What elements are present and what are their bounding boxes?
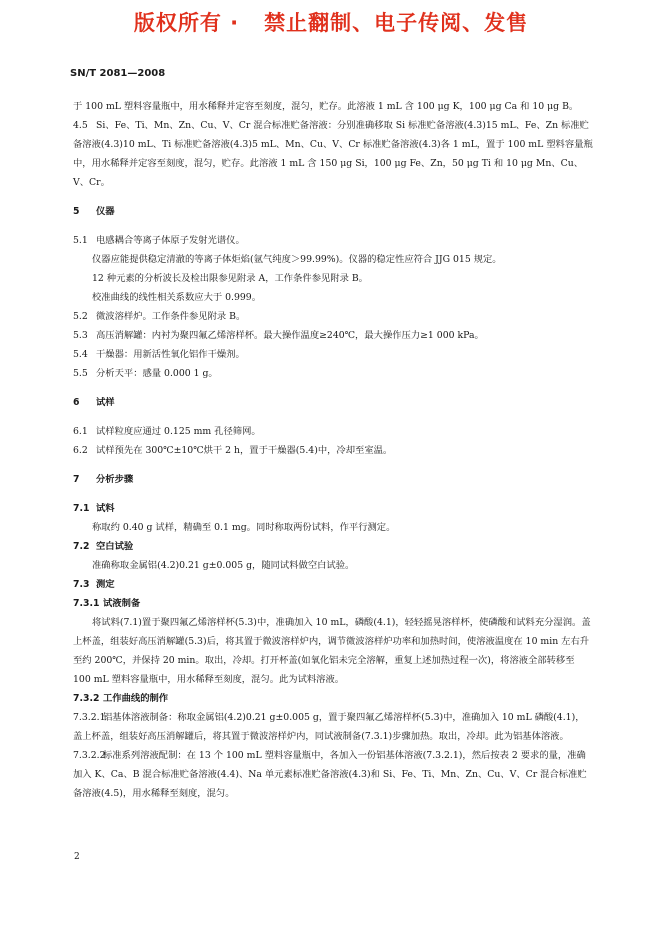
page-number: 2 [74, 852, 80, 862]
section-number: 6 [73, 397, 80, 408]
subsection-heading-7-2 [73, 537, 593, 556]
paragraph: 准确称取金属铝(4.2)0.21 g±0.005 g，随同试料做空白试验。 [92, 560, 355, 571]
paragraph: 12 种元素的分析波长及检出限参见附录 A，工作条件参见附录 B。 [92, 273, 368, 284]
subsection-heading-7-3-1 [73, 594, 593, 613]
clause-text: 电感耦合等离子体原子发射光谱仪。 [96, 235, 245, 246]
section-title: 空白试验 [96, 541, 134, 552]
clause-6-2 [73, 441, 593, 460]
clause-5-3 [73, 326, 593, 345]
section-title: 仪器 [96, 206, 115, 217]
subsection-heading-7-3 [73, 575, 593, 594]
clause-text: 分析天平：感量 0.000 1 g。 [96, 368, 218, 379]
section-number: 7.1 [73, 503, 90, 514]
section-heading-7 [73, 470, 593, 489]
section-heading-6 [73, 393, 593, 412]
paragraph: 仪器应能提供稳定清澈的等离子体炬焰(氩气纯度＞99.99%)。仪器的稳定性应符合 JJG 015 规定。 [92, 254, 502, 265]
clause-text: 试样预先在 300℃±10℃烘干 2 h，置于干燥器(5.4)中，冷却至室温。 [96, 445, 393, 456]
clause-number: 5.5 [73, 368, 88, 379]
clause-number: 7.3.2.2 [73, 750, 106, 761]
paragraph: 校准曲线的线性相关系数应大于 0.999。 [92, 292, 262, 303]
clause-text: 干燥器：用新活性氧化铝作干燥剂。 [96, 349, 245, 360]
paragraph: 将试料(7.1)置于聚四氟乙烯溶样杯(5.3)中，准确加入 10 mL，磷酸(4.1)，轻轻摇晃溶样杯，使磷酸和试料充分湿润。盖上杯盖，组装好高压消解罐(5.3)后，将其置于微波溶样炉内，调节微波溶样炉功率和加热时间，使溶液温度在 10 min 左右升至约 200℃，并保持 20 min。取出，冷却。打开杯盖(如氧化铝未完全溶解，重复上述加热过程一次)，将溶液全部转移至 100 mL 塑料容量瓶中，用水稀释至刻度，混匀。此为试料溶液。 [73, 617, 591, 685]
section-number: 7 [73, 474, 80, 485]
section-title: 试料 [96, 503, 115, 514]
clause-7-3-2-2 [73, 746, 593, 803]
clause-number: 5.1 [73, 235, 88, 246]
subsection-heading-7-1 [73, 499, 593, 518]
section-title: 工作曲线的制作 [103, 693, 169, 704]
clause-text: 标准系列溶液配制：在 13 个 100 mL 塑料容量瓶中，各加入一份铝基体溶液(7.3.2.1)，然后按表 2 要求的量，准确加入 K、Ca、B 混合标准贮备溶液(4.4)、Na 单元素标准贮备溶液(4.3)和 Si、Fe、Ti、Mn、Zn、Cu、V、Cr 混合标准贮备溶液(4.5)，用水稀释至刻度，混匀。 [73, 750, 587, 799]
section-number: 5 [73, 206, 80, 217]
section-heading-5 [73, 202, 593, 221]
clause-number: 7.3.2.1 [73, 712, 106, 723]
section-title: 分析步骤 [96, 474, 134, 485]
section-number: 7.3.2 [73, 693, 100, 704]
document-body [73, 97, 593, 803]
subsection-heading-7-3-2 [73, 689, 593, 708]
clause-number: 5.4 [73, 349, 88, 360]
clause-number: 5.2 [73, 311, 88, 322]
clause-number: 5.3 [73, 330, 88, 341]
paragraph: 于 100 mL 塑料容量瓶中，用水稀释并定容至刻度，混匀，贮存。此溶液 1 mL 含 100 μg K，100 μg Ca 和 10 μg B。 [73, 101, 579, 112]
clause-5-2 [73, 307, 593, 326]
clause-5-5 [73, 364, 593, 383]
clause-5-4 [73, 345, 593, 364]
section-title: 试液制备 [103, 598, 141, 609]
paragraph: 称取约 0.40 g 试样，精确至 0.1 mg。同时称取两份试料，作平行测定。 [92, 522, 396, 533]
section-title: 测定 [96, 579, 115, 590]
section-number: 7.3 [73, 579, 90, 590]
section-number: 7.3.1 [73, 598, 100, 609]
clause-text: Si、Fe、Ti、Mn、Zn、Cu、V、Cr 混合标准贮备溶液：分别准确移取 Si 标准贮备溶液(4.3)15 mL、Fe、Zn 标准贮备溶液(4.3)10 mL、Ti 标准贮备溶液(4.3)5 mL、Mn、Cu、V、Cr 标准贮备溶液(4.3)各 1 mL，置于 100 mL 塑料容量瓶中，用水稀释并定容至刻度，混匀，贮存。此溶液 1 mL 含 150 μg Si，100 μg Fe、Zn，50 μg Ti 和 10 μg Mn、Cu、V、Cr。 [73, 120, 593, 188]
clause-5-1 [73, 231, 593, 250]
clause-number: 6.1 [73, 426, 88, 437]
section-number: 7.2 [73, 541, 90, 552]
clause-number: 4.5 [73, 120, 88, 131]
clause-7-3-2-1 [73, 708, 593, 746]
clause-text: 高压消解罐：内衬为聚四氟乙烯溶样杯。最大操作温度≥240℃，最大操作压力≥1 000 kPa。 [96, 330, 484, 341]
clause-number: 6.2 [73, 445, 88, 456]
clause-6-1 [73, 422, 593, 441]
clause-text: 铝基体溶液制备：称取金属铝(4.2)0.21 g±0.005 g，置于聚四氟乙烯溶样杯(5.3)中，准确加入 10 mL 磷酸(4.1)，盖上杯盖，组装好高压消解罐后，将其置于微波溶样炉内，同试液制备(7.3.1)步骤加热。取出，冷却。此为铝基体溶液。 [73, 712, 585, 742]
clause-4-5 [73, 116, 593, 192]
clause-text: 试样粒度应通过 0.125 mm 孔径筛网。 [96, 426, 261, 437]
copyright-banner: 版权所有 · 禁止翻制、电子传阅、发售 [133, 11, 529, 35]
standard-code: SN/T 2081—2008 [70, 68, 166, 79]
clause-text: 微波溶样炉。工作条件参见附录 B。 [96, 311, 246, 322]
section-title: 试样 [96, 397, 115, 408]
